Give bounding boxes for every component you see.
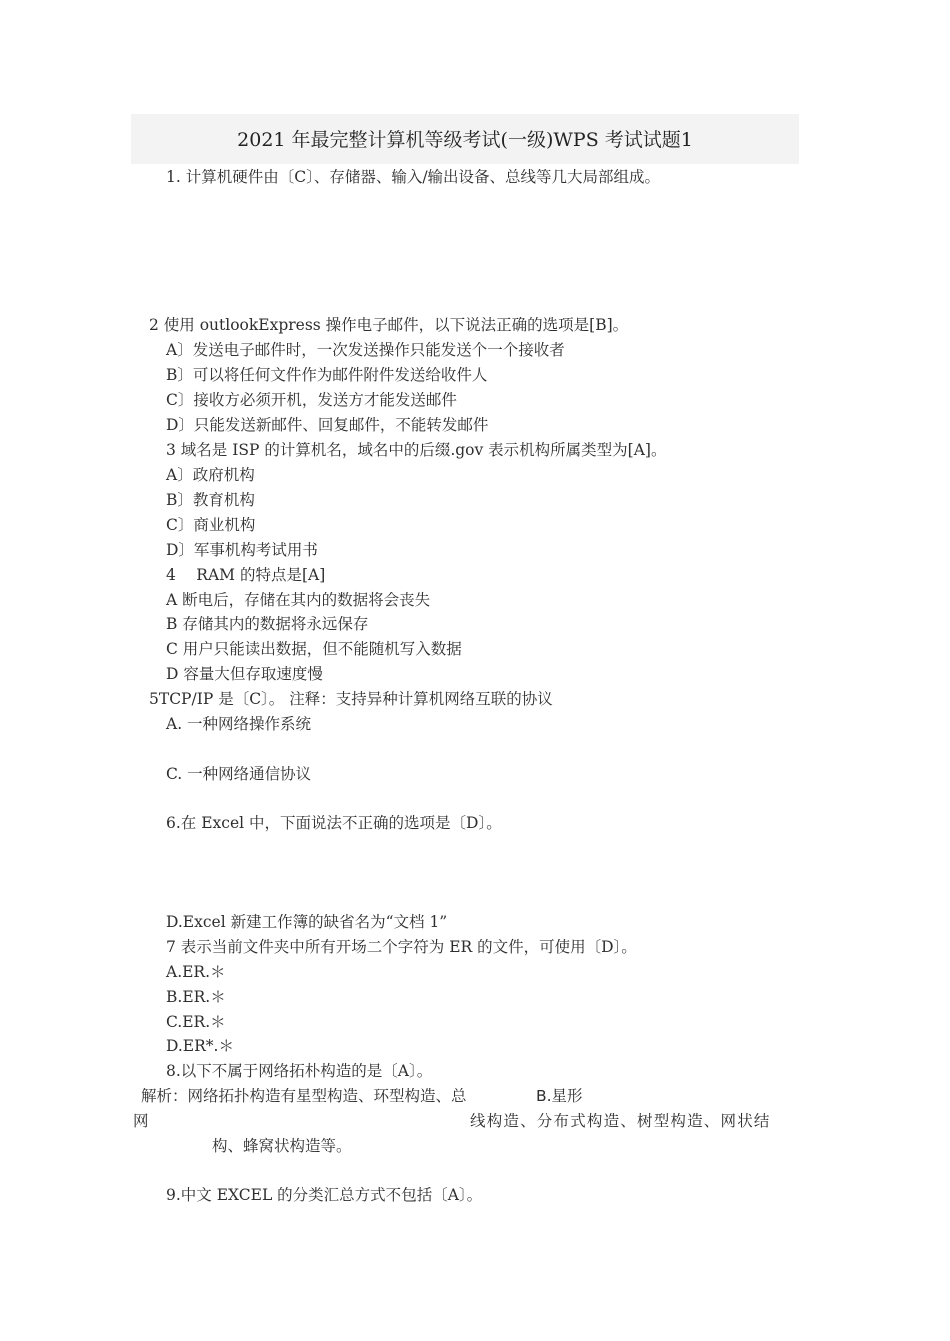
question-5-option-c: C. 一种网络通信协议 [166,765,312,783]
question-8-analysis-continued: 线构造、分布式构造、树型构造、网状结 [470,1112,771,1130]
question-7-option-a: A.ER.＊ [166,963,226,981]
question-8-option-fragment: 网 [133,1112,149,1130]
question-7-option-d: D.ER*.＊ [166,1037,234,1055]
question-5: 5TCP/IP 是〔C〕。 注释：支持异种计算机网络互联的协议 [149,690,553,708]
question-8-option-b: B.星形 [536,1087,583,1105]
question-2-option-c: C〕接收方必须开机，发送方才能发送邮件 [166,391,457,409]
question-9: 9.中文 EXCEL 的分类汇总方式不包括〔A〕。 [166,1186,483,1204]
question-3: 3 域名是 ISP 的计算机名，域名中的后缀.gov 表示机构所属类型为[A]。 [166,441,667,459]
question-6: 6.在 Excel 中，下面说法不正确的选项是〔D〕。 [166,814,502,832]
question-4-option-d: D 容量大但存取速度慢 [166,665,323,683]
question-4-option-b: B 存储其内的数据将永远保存 [166,615,369,633]
question-2-option-d: D〕只能发送新邮件、回复邮件，不能转发邮件 [166,416,489,434]
question-3-option-b: B〕教育机构 [166,491,255,509]
question-3-option-a: A〕政府机构 [166,466,255,484]
question-7-option-b: B.ER.＊ [166,988,226,1006]
question-4-option-a: A 断电后，存储在其内的数据将会丧失 [166,591,431,609]
question-6-option-d: D.Excel 新建工作簿的缺省名为“文档 1” [166,913,448,931]
question-8-analysis-end: 构、蜂窝状构造等。 [212,1137,352,1155]
question-1: 1. 计算机硬件由〔C〕、存储器、输入/输出设备、总线等几大局部组成。 [166,168,661,186]
question-3-option-c: C〕商业机构 [166,516,256,534]
question-4-option-c: C 用户只能读出数据，但不能随机写入数据 [166,640,462,658]
question-7-option-c: C.ER.＊ [166,1013,226,1031]
question-8-analysis: 解析：网络拓扑构造有星型构造、环型构造、总 [141,1087,467,1105]
question-5-option-a: A. 一种网络操作系统 [166,715,312,733]
question-4: 4 RAM 的特点是[A] [166,566,326,584]
question-8: 8.以下不属于网络拓朴构造的是〔A〕。 [166,1062,433,1080]
question-2-option-a: A〕发送电子邮件时，一次发送操作只能发送个一个接收者 [166,341,565,359]
question-2-option-b: B〕可以将任何文件作为邮件附件发送给收件人 [166,366,488,384]
question-7: 7 表示当前文件夹中所有开场二个字符为 ER 的文件，可使用〔D〕。 [166,938,637,956]
question-2: 2 使用 outlookExpress 操作电子邮件，以下说法正确的选项是[B]。 [149,316,629,334]
question-3-option-d: D〕军事机构考试用书 [166,541,318,559]
page-title: 2021 年最完整计算机等级考试(一级)WPS 考试试题1 [237,129,693,151]
